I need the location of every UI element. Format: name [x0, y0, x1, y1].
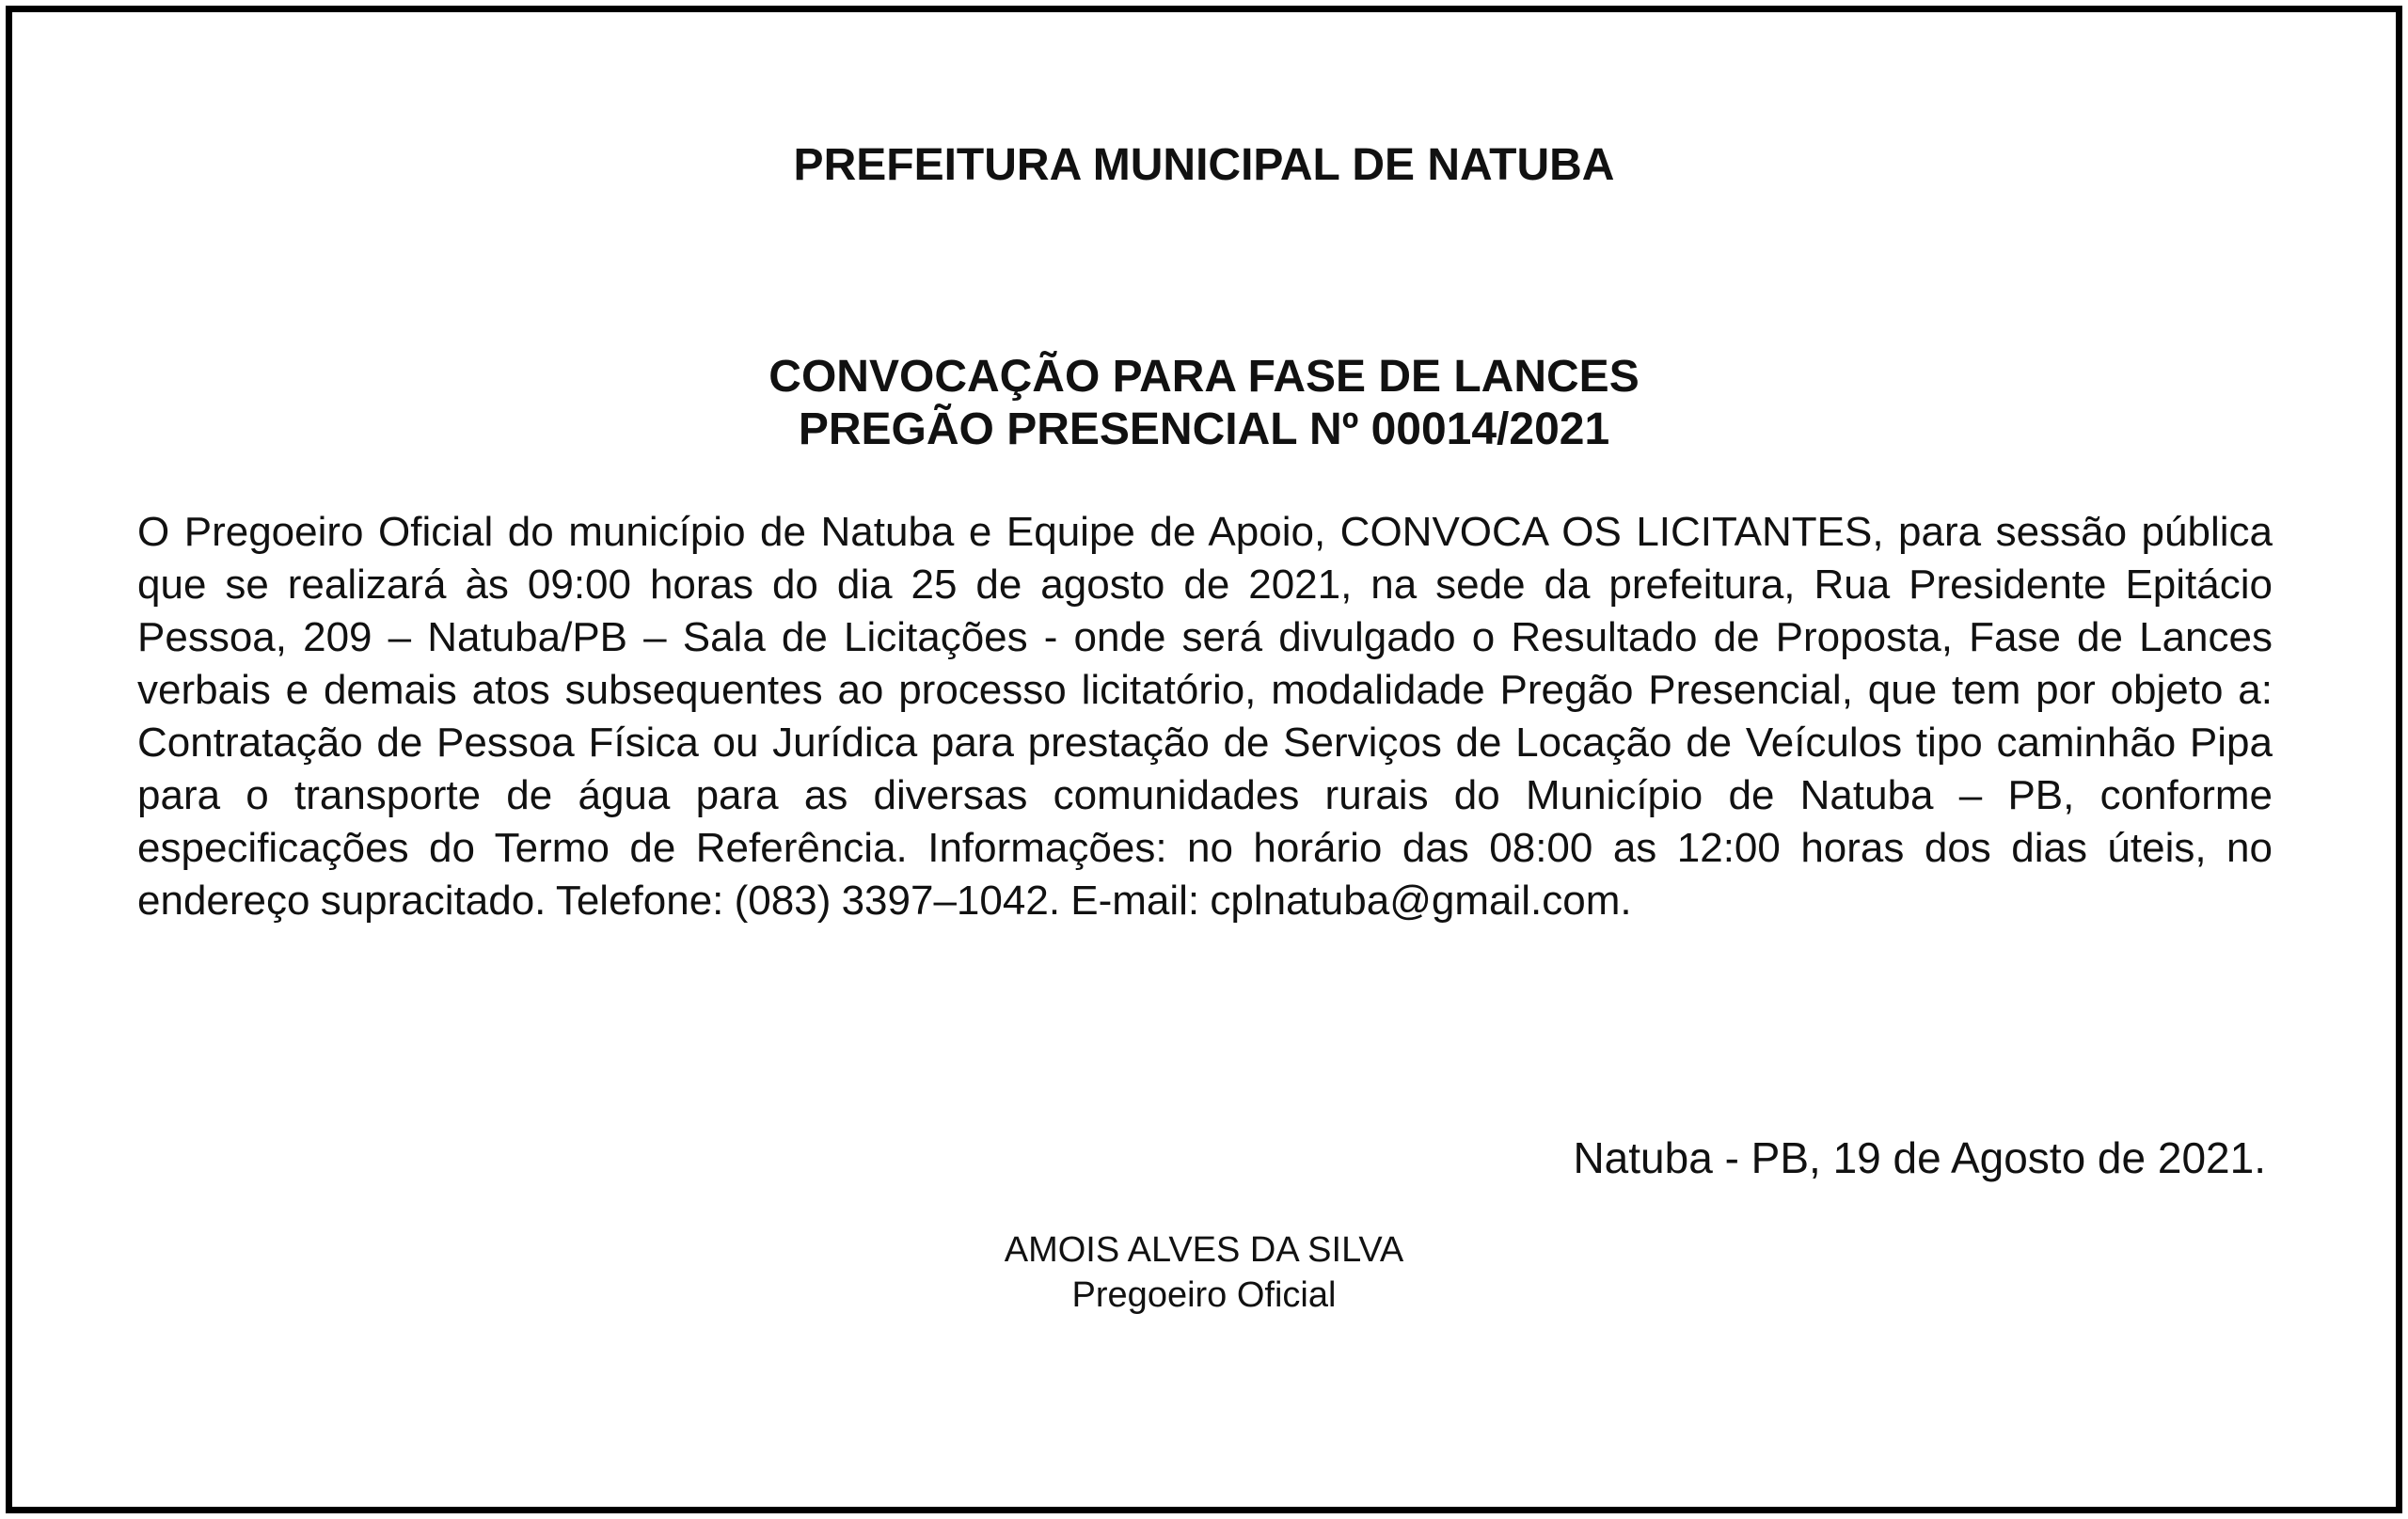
signatory-title: Pregoeiro Oficial — [1071, 1275, 1337, 1315]
document-body: O Pregoeiro Oficial do município de Natuba e Equipe de Apoio, CONVOCA OS LICITANTES, para sessão pública que se realizará às 09:00 horas do dia 25 de agosto de 2021, na sede da prefeitura, Rua Presidente Epitácio Pessoa, 209 – Natuba/PB – Sala de Licitações - onde será divulgado o Resultado de Proposta, Fase de Lances verbais e demais atos subsequentes ao processo licitatório, modalidade Pregão Presencial, que tem por objeto a: Contratação de Pessoa Física ou Jurídica para prestação de Serviços de Locação de Veículos tipo caminhão Pipa para o transporte de água para as diversas comunidades rurais do Município de Natuba – PB, conforme especificações do Termo de Referência. Informações: no horário das 08:00 as 12:00 horas dos dias úteis, no endereço supracitado. Telefone: (083) 3397–1042. E-mail: cplnatuba@gmail.com. — [137, 509, 2273, 924]
document-title-block — [12, 351, 2396, 456]
document-frame — [6, 6, 2402, 1513]
signatory-name: AMOIS ALVES DA SILVA — [1004, 1230, 1404, 1270]
document-title: CONVOCAÇÃO PARA FASE DE LANCES — [768, 352, 1640, 402]
signature-block — [12, 1227, 2396, 1318]
document-date-line: Natuba - PB, 19 de Agosto de 2021. — [1573, 1133, 2266, 1182]
document-subtitle: PREGÃO PRESENCIAL Nº 00014/2021 — [798, 404, 1610, 454]
document-header: PREFEITURA MUNICIPAL DE NATUBA — [793, 140, 1615, 190]
